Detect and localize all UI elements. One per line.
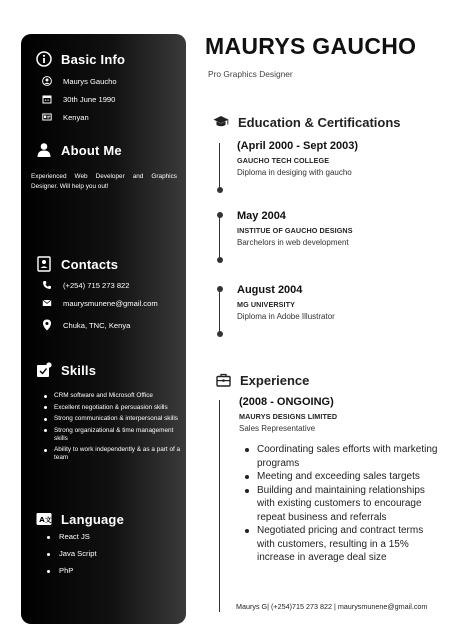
skill-item: Strong communication & interpersonal skills [42, 415, 182, 423]
experience-bullets [243, 443, 443, 565]
contact-phone-row [42, 280, 130, 290]
education-desc: Diploma in desiging with gaucho [237, 168, 352, 177]
info-icon [36, 51, 52, 67]
basic-info-dob-row [42, 94, 115, 104]
skills-heading [36, 362, 96, 378]
about-title: About Me [61, 142, 122, 158]
education-desc: Diploma in Adobe Illustrator [237, 312, 335, 321]
translate-icon [36, 511, 52, 527]
education-date: August 2004 [237, 284, 303, 296]
about-text: Experienced Web Developer and Graphics Designer. Will help you out! [31, 173, 177, 190]
experience-entry [239, 396, 337, 433]
experience-bullet: Building and maintaining relationships with existing customers to encourage repeat business and referrals [243, 484, 443, 525]
user-circle-icon [42, 76, 52, 86]
skills-icon [36, 362, 52, 378]
education-date: (April 2000 - Sept 2003) [237, 140, 359, 152]
language-item: Java Script [42, 549, 97, 566]
experience-date: (2008 - ONGOING) [239, 396, 334, 408]
education-entry [237, 284, 335, 321]
timeline-line [219, 143, 220, 190]
timeline-line [219, 215, 220, 259]
contact-card-icon [36, 256, 52, 272]
skill-item: CRM software and Microsoft Office [42, 392, 182, 400]
email-icon [42, 298, 52, 308]
basic-info-heading [36, 51, 125, 67]
experience-position: Sales Representative [239, 424, 316, 433]
timeline-line [219, 400, 220, 612]
experience-title: Experience [240, 372, 310, 388]
contact-email-row [42, 298, 158, 308]
skill-item: Ability to work independently & as a part of a team [42, 446, 182, 462]
resume-role: Pro Graphics Designer [208, 69, 293, 79]
contacts-title: Contacts [61, 256, 119, 272]
basic-info-dob: 30th June 1990 [63, 94, 116, 104]
contact-location-row [42, 320, 130, 330]
id-card-icon [42, 112, 52, 122]
education-org: GAUCHO TECH COLLEGE [237, 156, 330, 165]
skills-list [42, 392, 182, 466]
timeline-dot [217, 187, 223, 193]
language-title: Language [61, 511, 124, 527]
experience-org: MAURYS DESIGNS LIMITED [239, 412, 338, 421]
experience-heading [215, 372, 309, 388]
phone-icon [42, 280, 52, 290]
footer-contact: Maurys G| (+254)715 273 822 | maurysmunene@gmail.com [236, 602, 428, 611]
timeline-dot [217, 257, 223, 263]
svg-text:文: 文 [45, 516, 52, 524]
education-org: MG UNIVERSITY [237, 300, 296, 309]
person-icon [36, 142, 52, 158]
contacts-heading [36, 256, 118, 272]
contact-phone[interactable]: (+254) 715 273 822 [63, 280, 130, 290]
language-heading [36, 511, 124, 527]
language-item: PhP [42, 566, 97, 583]
svg-text:A: A [39, 516, 45, 524]
experience-bullet: Negotiated pricing and contract terms with customers, resulting in a 15% increase in average deal size [243, 524, 443, 565]
experience-bullet: Coordinating sales efforts with marketing programs [243, 443, 443, 470]
contact-location: Chuka, TNC, Kenya [63, 320, 131, 330]
timeline-line [219, 289, 220, 333]
skills-title: Skills [61, 362, 97, 378]
education-date: May 2004 [237, 210, 286, 222]
about-heading [36, 142, 122, 158]
graduation-cap-icon [213, 114, 229, 130]
basic-info-name: Maurys Gaucho [63, 76, 117, 86]
resume-name: MAURYS GAUCHO [205, 33, 417, 59]
education-desc: Barchelors in web development [237, 238, 349, 247]
basic-info-title: Basic Info [61, 51, 126, 67]
skill-item: Strong organizational & time management skills [42, 427, 182, 443]
language-item: React JS [42, 532, 97, 549]
experience-bullet: Meeting and exceeding sales targets [243, 470, 443, 484]
language-list [42, 532, 97, 583]
education-heading [213, 114, 401, 130]
calendar-icon [42, 94, 52, 104]
briefcase-icon [215, 372, 231, 388]
basic-info-name-row [42, 76, 117, 86]
contact-email[interactable]: maurysmunene@gmail.com [63, 298, 158, 308]
education-entry [237, 210, 353, 247]
sidebar [21, 34, 186, 624]
education-title: Education & Certifications [238, 114, 401, 130]
location-pin-icon [42, 320, 52, 330]
basic-info-nationality-row [42, 112, 89, 122]
basic-info-nationality: Kenyan [63, 112, 89, 122]
timeline-dot [217, 331, 223, 337]
education-org: INSTITUE OF GAUCHO DESIGNS [237, 226, 353, 235]
skill-item: Excellent negotiation & persuasion skills [42, 404, 182, 412]
education-entry [237, 140, 358, 177]
